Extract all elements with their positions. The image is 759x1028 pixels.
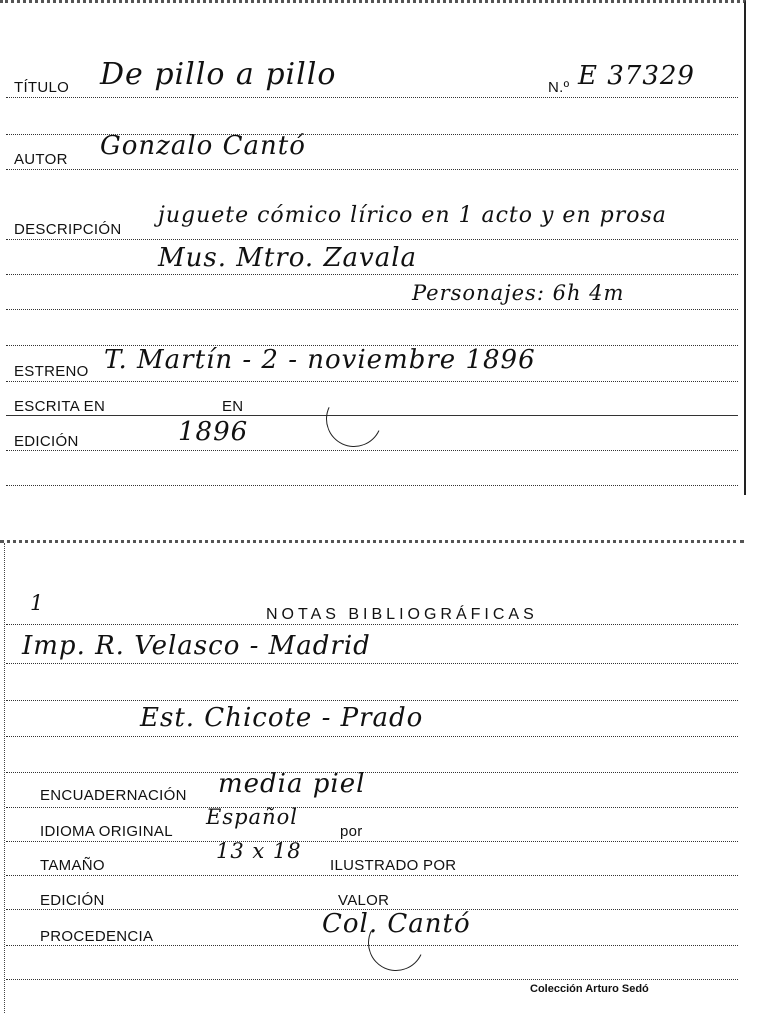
notas-heading: NOTAS BIBLIOGRÁFICAS [266, 606, 538, 623]
rule [6, 979, 738, 980]
escrita-label: ESCRITA EN [14, 398, 106, 415]
valor-label: VALOR [338, 892, 390, 909]
descripcion-line3: Personajes: 6h 4m [412, 281, 625, 305]
rule [6, 309, 738, 310]
estreno-value: T. Martín - 2 - noviembre 1896 [104, 345, 536, 375]
rule [6, 841, 738, 842]
encuadernacion-label: ENCUADERNACIÓN [40, 787, 187, 804]
descripcion-line2: Mus. Mtro. Zavala [158, 243, 418, 273]
estreno-label: ESTRENO [14, 363, 89, 380]
notes-number-mark: 1 [30, 591, 45, 615]
numero-value: E 37329 [578, 61, 695, 91]
autor-label: AUTOR [14, 151, 68, 168]
rule [6, 381, 738, 382]
rule [6, 807, 738, 808]
rule [6, 450, 738, 451]
descripcion-line1: juguete cómico lírico en 1 acto y en prosa [158, 203, 667, 228]
catalog-card-front [0, 0, 746, 495]
idioma-value: Español [206, 805, 298, 829]
descripcion-label: DESCRIPCIÓN [14, 221, 122, 238]
numero-label: N.º [548, 79, 570, 96]
procedencia-value: Col. Cantó [322, 909, 471, 939]
rule [6, 624, 738, 625]
autor-value: Gonzalo Cantó [100, 131, 306, 161]
rule [6, 772, 738, 773]
titulo-value: De pillo a pillo [100, 57, 337, 92]
collection-footer: Colección Arturo Sedó [530, 983, 649, 995]
card-edge [4, 543, 5, 1013]
idioma-label: IDIOMA ORIGINAL [40, 823, 173, 840]
tamano-value: 13 x 18 [216, 839, 302, 863]
tamano-label: TAMAÑO [40, 857, 105, 874]
edicion-value: 1896 [178, 417, 249, 447]
por-label: por [340, 823, 363, 840]
rule [6, 663, 738, 664]
stamp-mark [318, 383, 390, 455]
notes-line1: Imp. R. Velasco - Madrid [22, 631, 371, 661]
en-label: EN [222, 398, 244, 415]
titulo-label: TÍTULO [14, 79, 70, 96]
rule [6, 97, 738, 98]
edicion-label: EDICIÓN [14, 433, 79, 450]
rule [6, 274, 738, 275]
rule [6, 485, 738, 486]
notes-line2: Est. Chicote - Prado [140, 703, 424, 733]
procedencia-label: PROCEDENCIA [40, 928, 154, 945]
rule [6, 700, 738, 701]
catalog-card-back [0, 540, 744, 1013]
edicion-label-2: EDICIÓN [40, 892, 105, 909]
rule [6, 239, 738, 240]
ilustrado-label: ILUSTRADO POR [330, 857, 457, 874]
rule [6, 875, 738, 876]
encuadernacion-value: media piel [218, 769, 366, 799]
rule [6, 169, 738, 170]
rule [6, 736, 738, 737]
